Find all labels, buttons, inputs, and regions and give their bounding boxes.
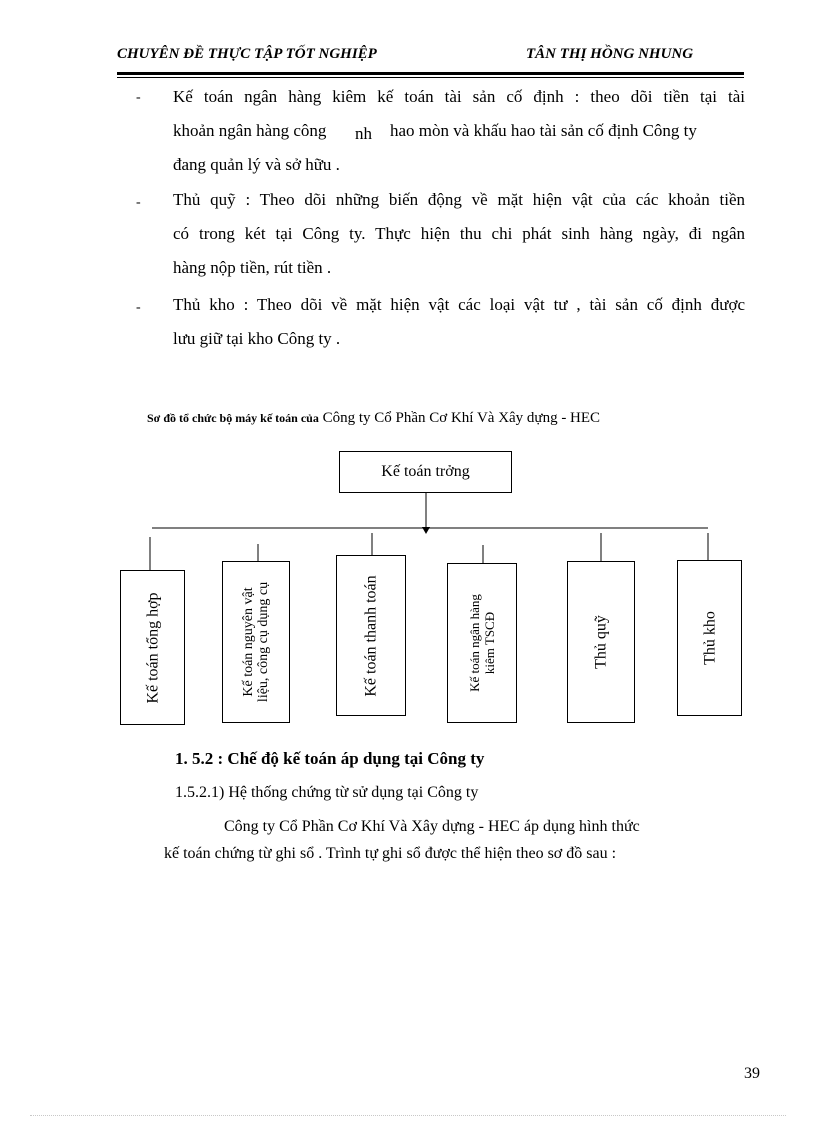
bullet-line: lưu giữ tại kho Công ty . — [173, 329, 341, 348]
org-box-label-line: Kế toán nguyên vật — [241, 587, 256, 697]
bullet-marker: - — [136, 195, 141, 210]
bullet-line: Kế toán ngân hàng kiêm kế toán tài sản cố định : theo dõi tiền tại tài — [173, 87, 745, 106]
bullet-marker: - — [136, 90, 141, 105]
org-box-payments — [336, 555, 406, 716]
section-paragraph-line: Công ty Cổ Phần Cơ Khí Và Xây dựng - HEC áp dụng hình thức — [224, 818, 640, 835]
org-box-label — [467, 594, 497, 692]
caption-lead: Sơ đồ tổ chức bộ máy kế toán của — [147, 411, 319, 425]
bullet-line: Thủ quỹ : Theo dõi những biến động về mặt hiện vật của các khoản tiền — [173, 190, 745, 209]
org-box-label: Thủ kho — [701, 611, 718, 665]
chief-accountant-label: Kế toán trởng — [381, 463, 470, 480]
org-box-label-line: Kế toán ngân hàng — [467, 594, 482, 692]
org-box-general — [120, 570, 185, 725]
section-heading: 1. 5.2 : Chế độ kế toán áp dụng tại Công ty — [175, 749, 485, 768]
section-paragraph-line: kế toán chứng từ ghi sổ . Trình tự ghi sổ được thể hiện theo sơ đồ sau : — [164, 845, 617, 862]
bullet-marker: - — [136, 300, 141, 315]
org-box-cashier — [567, 561, 635, 723]
org-box-bank — [447, 563, 517, 723]
bullet-line: có trong két tại Công ty. Thực hiện thu chi phát sinh hàng ngày, đi ngân — [173, 224, 745, 243]
bullet-line: hàng nộp tiền, rút tiền . — [173, 258, 332, 277]
org-box-label: Kế toán thanh toán — [362, 574, 380, 697]
caption-company: Công ty Cổ Phần Cơ Khí Và Xây dựng - HEC — [322, 410, 601, 426]
bullet-line: Thủ kho : Theo dõi về mặt hiện vật các loại vật tư , tài sản cố định được — [173, 295, 745, 314]
overlay-fragment: nh — [355, 124, 372, 143]
org-box-materials — [222, 561, 290, 723]
section-subheading: 1.5.2.1) Hệ thống chứng từ sử dụng tại Công ty — [175, 784, 479, 801]
bullet-line-fragment: khoản ngân hàng công — [173, 121, 327, 140]
chief-accountant-box — [339, 451, 512, 493]
org-box-label: Kế toán tổng hợp — [144, 591, 161, 704]
org-box-label — [241, 582, 271, 702]
header-right: TÂN THỊ HỒNG NHUNG — [526, 46, 694, 62]
header-left: CHUYÊN ĐỀ THỰC TẬP TỐT NGHIỆP — [117, 46, 377, 62]
org-box-label-line: liệu, công cụ dụng cụ — [256, 581, 271, 703]
org-box-warehouse — [677, 560, 742, 716]
bullet-line-fragment: hao mòn và khấu hao tài sản cố định Công ty — [390, 121, 697, 140]
footer-divider — [30, 1115, 786, 1116]
page-number: 39 — [744, 1065, 760, 1082]
org-box-label: Thủ quỹ — [592, 615, 610, 669]
org-box-label-line: kiêm TSCĐ — [482, 611, 497, 675]
bullet-line: đang quản lý và sở hữu . — [173, 155, 340, 174]
